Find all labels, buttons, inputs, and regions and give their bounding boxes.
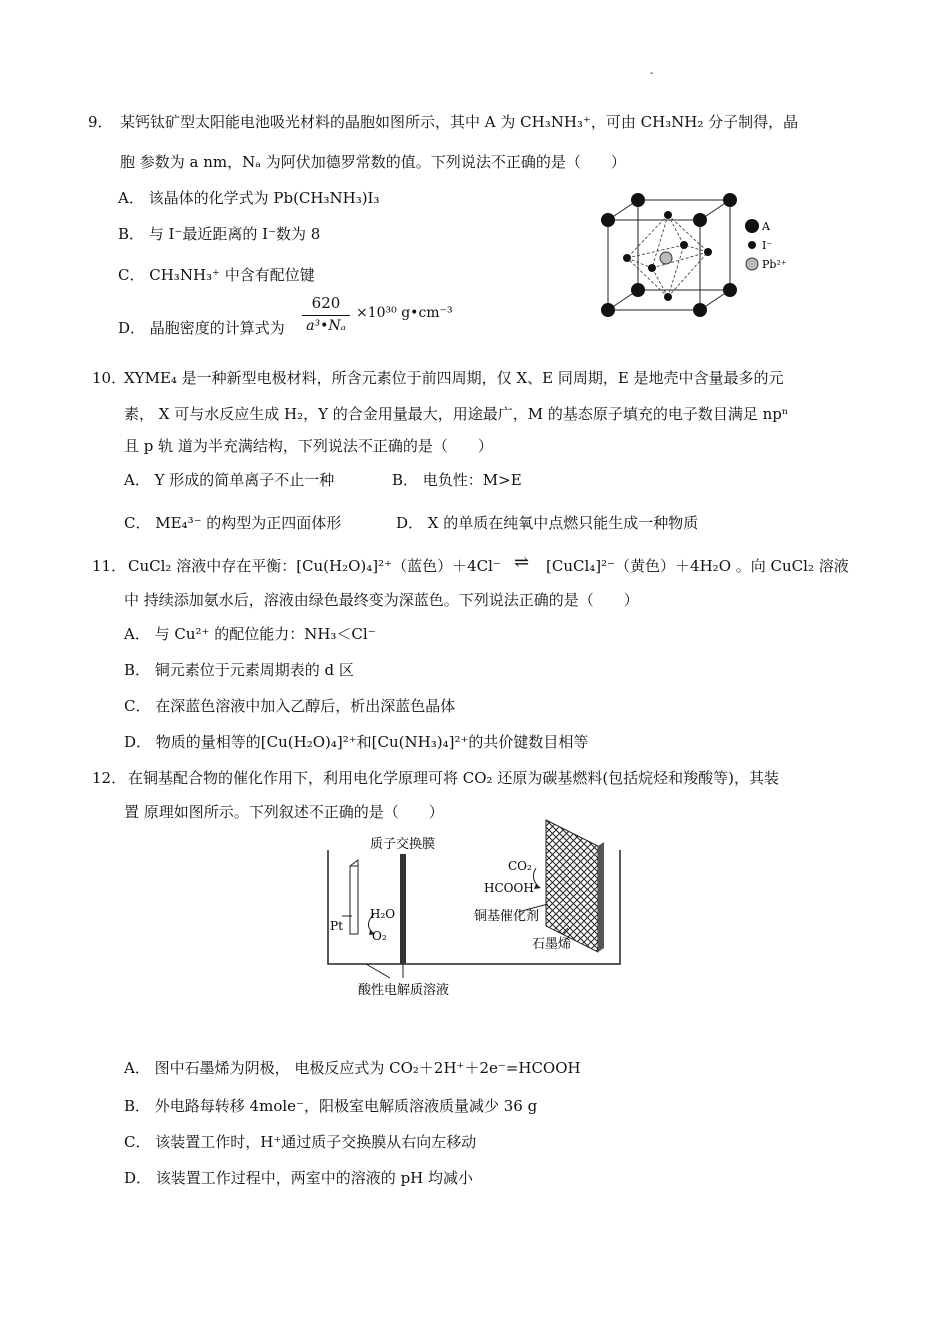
- q10-stem-line1: XYME₄ 是一种新型电极材料，所含元素位于前四周期，仅 X、E 同周期，E 是地壳中含量最多的元: [124, 369, 784, 387]
- atom-a: [723, 283, 737, 297]
- o2-label: O₂: [372, 929, 387, 943]
- q9-fraction-denominator: a³•Nₐ: [306, 318, 346, 334]
- co2-label: CO₂: [508, 859, 532, 873]
- q10-option-a: A． Y 形成的简单离子不止一种: [124, 471, 335, 489]
- q11-option-d: D． 物质的量相等的[Cu(H₂O)₄]²⁺和[Cu(NH₃)₄]²⁺的共价键数目相等: [124, 733, 589, 751]
- legend-lead-label: Pb²⁺: [762, 258, 787, 271]
- q9-number: 9．: [88, 113, 113, 131]
- legend-lead-marker: [746, 258, 758, 270]
- atom-a: [693, 303, 707, 317]
- q9-stem-line2: 胞 参数为 a nm，Nₐ 为阿伏加德罗常数的值。下列说法不正确的是（ ）: [120, 153, 626, 171]
- legend-a-label: A: [762, 220, 770, 233]
- atom-a: [631, 283, 645, 297]
- q9-option-b: B． 与 I⁻最近距离的 I⁻数为 8: [118, 225, 321, 243]
- electrolysis-figure: [318, 816, 638, 1002]
- legend-iodide-label: I⁻: [762, 239, 773, 252]
- proton-exchange-membrane: [400, 854, 406, 964]
- q12-option-b: B． 外电路每转移 4mole⁻，阳极室电解质溶液质量减少 36 g: [124, 1097, 538, 1115]
- atom-iodide: [623, 254, 631, 262]
- q9-option-d-suffix: ×10³⁰ g•cm⁻³: [356, 305, 453, 321]
- pt-label: Pt: [330, 919, 343, 933]
- q10-number: 10．: [92, 369, 127, 387]
- q12-option-a: A． 图中石墨烯为阴极， 电极反应式为 CO₂＋2H⁺＋2e⁻=HCOOH: [124, 1059, 581, 1077]
- legend-iodide-marker: [748, 241, 756, 249]
- q11-stem-line1b: [CuCl₄]²⁻（黄色）＋4H₂O 。向 CuCl₂ 溶液: [546, 557, 849, 575]
- q12-number: 12．: [92, 769, 127, 787]
- q10-stem-line3: 且 p 轨 道为半充满结构，下列说法不正确的是（ ）: [124, 437, 493, 455]
- q11-stem-line1a: CuCl₂ 溶液中存在平衡：[Cu(H₂O)₄]²⁺（蓝色）＋4Cl⁻: [128, 557, 501, 575]
- q12-stem-line2: 置 原理如图所示。下列叙述不正确的是（ ）: [124, 803, 444, 821]
- q12-option-d: D． 该装置工作过程中，两室中的溶液的 pH 均减小: [124, 1169, 474, 1187]
- q9-fraction-bar: [302, 315, 350, 316]
- equilibrium-arrow-icon: ⇌: [514, 552, 530, 573]
- atom-a: [723, 193, 737, 207]
- atom-a: [601, 303, 615, 317]
- q10-stem-line2: 素， X 可与水反应生成 H₂，Y 的合金用量最大，用途最广，M 的基态原子填充的电子数目满足 npⁿ: [124, 405, 789, 423]
- catalyst-label: 铜基催化剂: [474, 909, 540, 924]
- q11-option-c: C． 在深蓝色溶液中加入乙醇后，析出深蓝色晶体: [124, 697, 456, 715]
- h2o-label: H₂O: [370, 907, 396, 921]
- crystal-cell-figure: [590, 190, 810, 320]
- q10-option-c: C． ME₄³⁻ 的构型为正四面体形: [124, 514, 342, 532]
- q9-stem-line1: 某钙钛矿型太阳能电池吸光材料的晶胞如图所示，其中 A 为 CH₃NH₃⁺，可由 CH₃NH₂ 分子制得，晶: [120, 113, 799, 131]
- legend-a-marker: [745, 219, 759, 233]
- atom-iodide: [704, 248, 712, 256]
- q11-option-a: A． 与 Cu²⁺ 的配位能力：NH₃＜Cl⁻: [124, 625, 376, 643]
- q12-stem-line1: 在铜基配合物的催化作用下，利用电化学原理可将 CO₂ 还原为碳基燃料(包括烷烃和羧酸等)，其装: [128, 769, 780, 787]
- q9-option-a: A． 该晶体的化学式为 Pb(CH₃NH₃)I₃: [118, 189, 380, 207]
- electrolyte-label: 酸性电解质溶液: [358, 983, 450, 998]
- atom-a: [631, 193, 645, 207]
- q9-option-d-prefix: D． 晶胞密度的计算式为: [118, 319, 285, 337]
- q10-option-d: D． X 的单质在纯氧中点燃只能生成一种物质: [396, 514, 699, 532]
- graphene-electrode: [546, 820, 598, 952]
- q11-number: 11．: [92, 557, 127, 575]
- hcooh-label: HCOOH: [484, 881, 534, 895]
- atom-iodide: [664, 211, 672, 219]
- atom-a: [693, 213, 707, 227]
- q9-option-c: C． CH₃NH₃⁺ 中含有配位键: [118, 266, 315, 284]
- atom-lead: [660, 252, 672, 264]
- graphene-label: 石墨烯: [532, 937, 572, 952]
- q11-stem-line2: 中 持续添加氨水后，溶液由绿色最终变为深蓝色。下列说法正确的是（ ）: [124, 591, 639, 609]
- atom-iodide: [648, 264, 656, 272]
- membrane-label: 质子交换膜: [370, 837, 436, 852]
- atom-iodide: [680, 241, 688, 249]
- q12-option-c: C． 该装置工作时，H⁺通过质子交换膜从右向左移动: [124, 1133, 477, 1151]
- q9-fraction-numerator: 620: [311, 294, 341, 312]
- atom-iodide: [664, 293, 672, 301]
- atom-a: [601, 213, 615, 227]
- q10-option-b: B． 电负性：M>E: [392, 471, 522, 489]
- header-mark: -: [650, 68, 654, 79]
- q11-option-b: B． 铜元素位于元素周期表的 d 区: [124, 661, 354, 679]
